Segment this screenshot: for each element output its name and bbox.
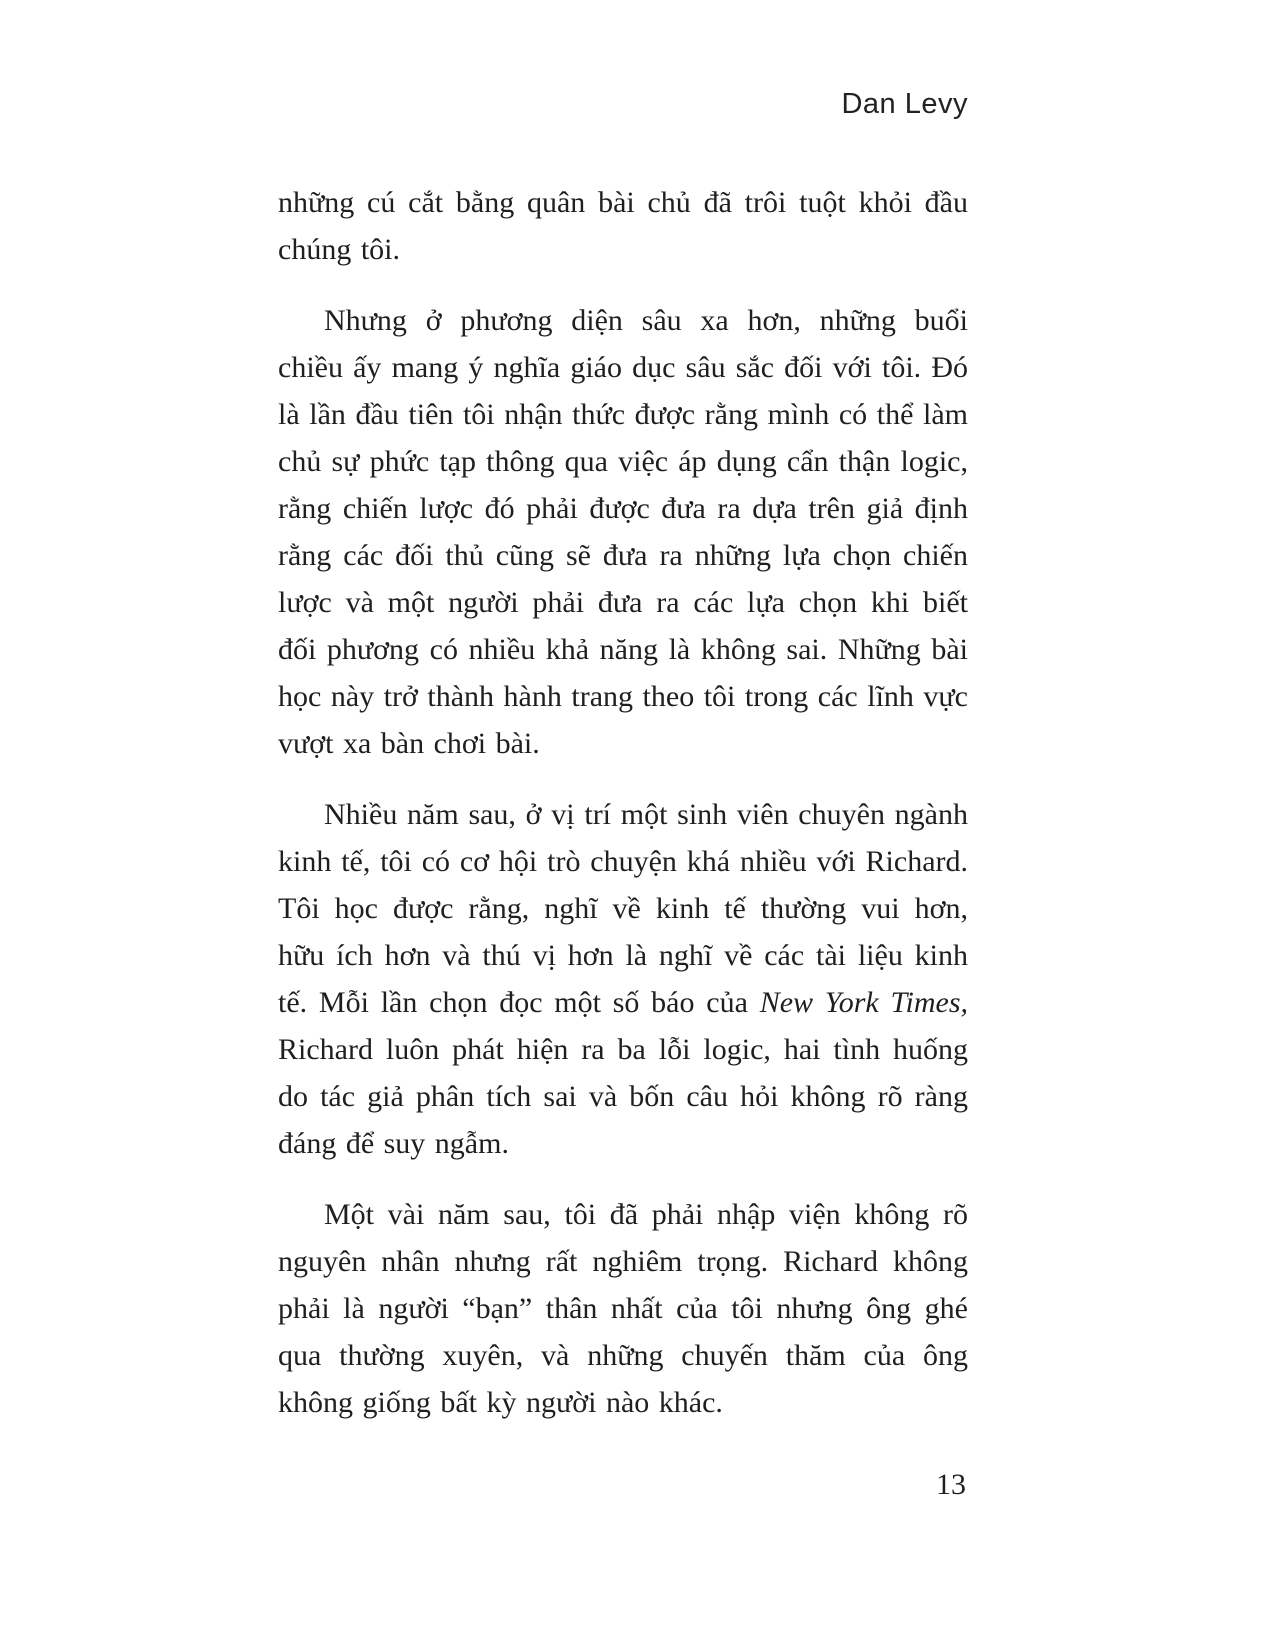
paragraph bbox=[278, 1191, 968, 1426]
text-block bbox=[278, 88, 968, 1450]
paragraph-text: Nhiều năm sau, ở vị trí một sinh viên chuyên ngành kinh tế, tôi có cơ hội trò chuyện khá nhiều với Richard. Tôi học được rằng, nghĩ về kinh tế thường vui hơn, hữu ích hơn và thú vị hơn là nghĩ về các tài liệu kinh tế. Mỗi lần chọn đọc một số báo của bbox=[278, 798, 968, 1019]
paragraph-continuation bbox=[278, 179, 968, 273]
paragraph bbox=[278, 297, 968, 767]
paragraph-text: Richard luôn phát hiện ra ba lỗi logic, hai tình huống do tác giả phân tích sai và bốn câu hỏi không rõ ràng đáng để suy ngẫm. bbox=[278, 1033, 968, 1160]
paragraph bbox=[278, 791, 968, 1167]
running-head-author: Dan Levy bbox=[841, 88, 968, 120]
paragraph-text: Nhưng ở phương diện sâu xa hơn, những buổi chiều ấy mang ý nghĩa giáo dục sâu sắc đối với tôi. Đó là lần đầu tiên tôi nhận thức được rằng mình có thể làm chủ sự phức tạp thông qua việc áp dụng cẩn thận logic, rằng chiến lược đó phải được đưa ra dựa trên giả định rằng các đối thủ cũng sẽ đưa ra những lựa chọn chiến lược và một người phải đưa ra các lựa chọn khi biết đối phương có nhiều khả năng là không sai. Những bài học này trở thành hành trang theo tôi trong các lĩnh vực vượt xa bàn chơi bài. bbox=[278, 304, 968, 760]
body-copy bbox=[278, 179, 968, 1426]
page-number: 13 bbox=[936, 1468, 966, 1501]
paragraph-text: Một vài năm sau, tôi đã phải nhập viện không rõ nguyên nhân nhưng rất nghiêm trọng. Richard không phải là người “bạn” thân nhất của tôi nhưng ông ghé qua thường xuyên, và những chuyến thăm của ông không giống bất kỳ người nào khác. bbox=[278, 1198, 968, 1419]
publication-title-italic: New York Times, bbox=[759, 986, 969, 1019]
paragraph-text: những cú cắt bằng quân bài chủ đã trôi tuột khỏi đầu chúng tôi. bbox=[278, 186, 968, 266]
